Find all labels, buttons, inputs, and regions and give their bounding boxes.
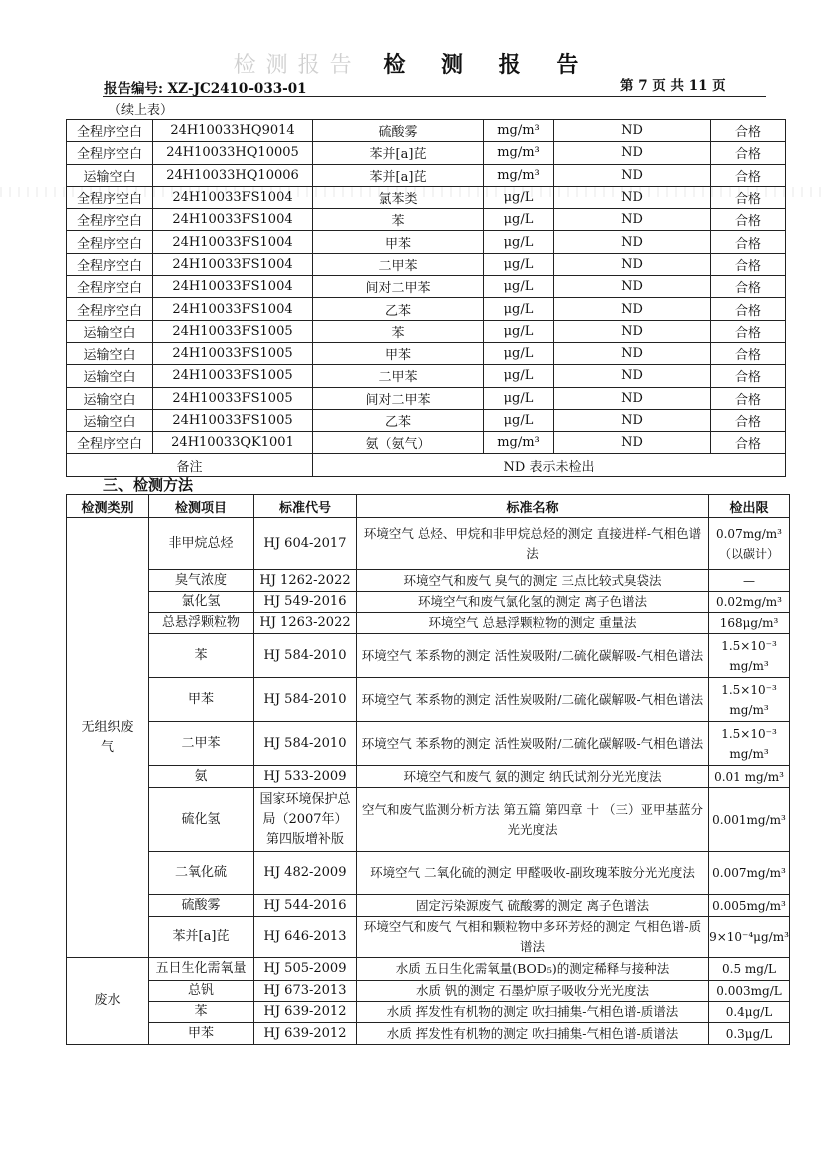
col-header-category: 检测类别 [67, 495, 149, 518]
col-header-item: 检测项目 [149, 495, 254, 518]
name-cell: 环境空气和废气 臭气的测定 三点比较式臭袋法 [357, 570, 709, 592]
analyte-cell: 氯苯类 [313, 186, 484, 208]
analyte-cell: 甲苯 [313, 342, 484, 364]
name-cell: 空气和废气监测分析方法 第五篇 第四章 十 （三）亚甲基蓝分光光度法 [357, 788, 709, 852]
category-air: 无组织废气 [67, 518, 149, 958]
unit-cell: μg/L [484, 253, 554, 275]
limit-cell: — [709, 570, 790, 592]
unit-cell: mg/m³ [484, 432, 554, 454]
header-rule [103, 96, 766, 97]
code-cell: HJ 584-2010 [254, 634, 357, 678]
name-cell: 环境空气 苯系物的测定 活性炭吸附/二硫化碳解吸-气相色谱法 [357, 722, 709, 766]
sample-id-cell: 24H10033FS1004 [153, 209, 313, 231]
analyte-cell: 苯 [313, 209, 484, 231]
limit-cell: 0.007mg/m³ [709, 852, 790, 895]
table-row [67, 895, 790, 917]
item-cell: 总悬浮颗粒物 [149, 613, 254, 634]
table-row [67, 613, 790, 634]
sample-id-cell: 24H10033HQ10006 [153, 164, 313, 186]
analyte-cell: 硫酸雾 [313, 120, 484, 142]
report-title-faint: 检测报告 [233, 53, 362, 78]
table-row [67, 958, 790, 981]
name-cell: 固定污染源废气 硫酸雾的测定 离子色谱法 [357, 895, 709, 917]
result-cell: ND [554, 186, 711, 208]
name-cell: 环境空气 总悬浮颗粒物的测定 重量法 [357, 613, 709, 634]
evaluation-cell: 合格 [711, 120, 786, 142]
limit-cell: 9×10⁻⁴μg/m³ [709, 917, 790, 958]
sample-id-cell: 24H10033FS1004 [153, 276, 313, 298]
name-cell: 水质 钒的测定 石墨炉原子吸收分光光度法 [357, 981, 709, 1002]
category-water: 废水 [67, 958, 149, 1045]
evaluation-cell: 合格 [711, 298, 786, 320]
code-cell: 国家环境保护总局（2007年）第四版增补版 [254, 788, 357, 852]
code-cell: HJ 646-2013 [254, 917, 357, 958]
sample-id-cell: 24H10033FS1004 [153, 186, 313, 208]
result-cell: ND [554, 387, 711, 409]
sample-type-cell: 全程序空白 [67, 142, 153, 164]
name-cell: 水质 五日生化需氧量(BOD₅)的测定稀释与接种法 [357, 958, 709, 981]
unit-cell: μg/L [484, 298, 554, 320]
code-cell: HJ 639-2012 [254, 1023, 357, 1045]
evaluation-cell: 合格 [711, 365, 786, 387]
result-cell: ND [554, 209, 711, 231]
name-cell: 环境空气 二氧化硫的测定 甲醛吸收-副玫瑰苯胺分光光度法 [357, 852, 709, 895]
unit-cell: μg/L [484, 231, 554, 253]
table-row [67, 209, 786, 231]
item-cell: 二氧化硫 [149, 852, 254, 895]
sample-id-cell: 24H10033HQ9014 [153, 120, 313, 142]
table-row [67, 766, 790, 788]
analyte-cell: 甲苯 [313, 231, 484, 253]
table-row [67, 570, 790, 592]
table-row [67, 409, 786, 431]
sample-id-cell: 24H10033FS1004 [153, 298, 313, 320]
sample-type-cell: 全程序空白 [67, 276, 153, 298]
name-cell: 环境空气 苯系物的测定 活性炭吸附/二硫化碳解吸-气相色谱法 [357, 678, 709, 722]
result-cell: ND [554, 432, 711, 454]
section-title: 三、检测方法 [103, 476, 194, 494]
table-row [67, 253, 786, 275]
analyte-cell: 间对二甲苯 [313, 387, 484, 409]
sample-type-cell: 全程序空白 [67, 298, 153, 320]
table-row [67, 788, 790, 852]
item-cell: 硫化氢 [149, 788, 254, 852]
item-cell: 氨 [149, 766, 254, 788]
table-row [67, 186, 786, 208]
item-cell: 苯 [149, 1002, 254, 1023]
item-cell: 甲苯 [149, 678, 254, 722]
methods-table [66, 494, 790, 1045]
evaluation-cell: 合格 [711, 276, 786, 298]
limit-cell: 1.5×10⁻³ mg/m³ [709, 722, 790, 766]
unit-cell: μg/L [484, 209, 554, 231]
code-cell: HJ 544-2016 [254, 895, 357, 917]
name-cell: 水质 挥发性有机物的测定 吹扫捕集-气相色谱-质谱法 [357, 1002, 709, 1023]
table-row [67, 678, 790, 722]
table-row [67, 320, 786, 342]
unit-cell: μg/L [484, 387, 554, 409]
unit-cell: μg/L [484, 342, 554, 364]
evaluation-cell: 合格 [711, 253, 786, 275]
sample-type-cell: 运输空白 [67, 164, 153, 186]
result-cell: ND [554, 276, 711, 298]
limit-cell: 0.001mg/m³ [709, 788, 790, 852]
code-cell: HJ 639-2012 [254, 1002, 357, 1023]
sample-type-cell: 全程序空白 [67, 253, 153, 275]
table-row [67, 634, 790, 678]
sample-id-cell: 24H10033QK1001 [153, 432, 313, 454]
remark-label: 备注 [67, 454, 313, 476]
code-cell: HJ 1262-2022 [254, 570, 357, 592]
limit-cell: 0.003mg/L [709, 981, 790, 1002]
limit-cell: 0.4μg/L [709, 1002, 790, 1023]
code-cell: HJ 604-2017 [254, 518, 357, 570]
evaluation-cell: 合格 [711, 432, 786, 454]
continued-label: （续上表） [108, 103, 174, 118]
table-row [67, 518, 790, 570]
analyte-cell: 二甲苯 [313, 365, 484, 387]
table-row [67, 1023, 790, 1045]
evaluation-cell: 合格 [711, 342, 786, 364]
limit-cell: 1.5×10⁻³ mg/m³ [709, 678, 790, 722]
code-cell: HJ 1263-2022 [254, 613, 357, 634]
analyte-cell: 苯 [313, 320, 484, 342]
name-cell: 环境空气 总烃、甲烷和非甲烷总烃的测定 直接进样-气相色谱法 [357, 518, 709, 570]
unit-cell: μg/L [484, 365, 554, 387]
sample-id-cell: 24H10033HQ10005 [153, 142, 313, 164]
report-number: 报告编号: XZ-JC2410-033-01 [104, 81, 307, 97]
table-row [67, 917, 790, 958]
col-header-code: 标准代号 [254, 495, 357, 518]
item-cell: 五日生化需氧量 [149, 958, 254, 981]
table-row [67, 1002, 790, 1023]
result-cell: ND [554, 253, 711, 275]
item-cell: 臭气浓度 [149, 570, 254, 592]
code-cell: HJ 549-2016 [254, 592, 357, 613]
result-cell: ND [554, 409, 711, 431]
name-cell: 环境空气和废气 气相和颗粒物中多环芳烃的测定 气相色谱-质谱法 [357, 917, 709, 958]
sample-type-cell: 运输空白 [67, 409, 153, 431]
result-cell: ND [554, 365, 711, 387]
analyte-cell: 氨（氨气） [313, 432, 484, 454]
limit-cell: 0.02mg/m³ [709, 592, 790, 613]
evaluation-cell: 合格 [711, 209, 786, 231]
table-row [67, 387, 786, 409]
unit-cell: μg/L [484, 409, 554, 431]
table-row [67, 852, 790, 895]
result-cell: ND [554, 231, 711, 253]
evaluation-cell: 合格 [711, 409, 786, 431]
sample-type-cell: 全程序空白 [67, 432, 153, 454]
evaluation-cell: 合格 [711, 186, 786, 208]
table-row [67, 276, 786, 298]
unit-cell: mg/m³ [484, 120, 554, 142]
report-title-text: 检 测 报 告 [383, 52, 593, 78]
result-cell: ND [554, 320, 711, 342]
col-header-limit: 检出限 [709, 495, 790, 518]
remark-text: ND 表示未检出 [313, 454, 786, 476]
table-row [67, 981, 790, 1002]
unit-cell: μg/L [484, 320, 554, 342]
item-cell: 非甲烷总烃 [149, 518, 254, 570]
analyte-cell: 二甲苯 [313, 253, 484, 275]
table-row [67, 298, 786, 320]
limit-cell: 0.3μg/L [709, 1023, 790, 1045]
unit-cell: mg/m³ [484, 164, 554, 186]
table-row [67, 342, 786, 364]
code-cell: HJ 584-2010 [254, 678, 357, 722]
result-cell: ND [554, 164, 711, 186]
unit-cell: μg/L [484, 276, 554, 298]
limit-cell: 0.01 mg/m³ [709, 766, 790, 788]
code-cell: HJ 584-2010 [254, 722, 357, 766]
evaluation-cell: 合格 [711, 142, 786, 164]
name-cell: 水质 挥发性有机物的测定 吹扫捕集-气相色谱-质谱法 [357, 1023, 709, 1045]
item-cell: 硫酸雾 [149, 895, 254, 917]
sample-type-cell: 全程序空白 [67, 231, 153, 253]
evaluation-cell: 合格 [711, 387, 786, 409]
analyte-cell: 苯并[a]芘 [313, 142, 484, 164]
page-number: 第 7 页 共 11 页 [620, 78, 726, 94]
limit-cell: 0.5 mg/L [709, 958, 790, 981]
limit-cell: 1.5×10⁻³ mg/m³ [709, 634, 790, 678]
analyte-cell: 乙苯 [313, 409, 484, 431]
evaluation-cell: 合格 [711, 320, 786, 342]
name-cell: 环境空气 苯系物的测定 活性炭吸附/二硫化碳解吸-气相色谱法 [357, 634, 709, 678]
sample-type-cell: 运输空白 [67, 387, 153, 409]
item-cell: 氯化氢 [149, 592, 254, 613]
sample-id-cell: 24H10033FS1005 [153, 365, 313, 387]
evaluation-cell: 合格 [711, 231, 786, 253]
analyte-cell: 乙苯 [313, 298, 484, 320]
sample-type-cell: 全程序空白 [67, 120, 153, 142]
code-cell: HJ 505-2009 [254, 958, 357, 981]
table-row [67, 231, 786, 253]
unit-cell: mg/m³ [484, 142, 554, 164]
item-cell: 苯 [149, 634, 254, 678]
limit-cell: 0.07mg/m³ （以碳计） [709, 518, 790, 570]
table-row [67, 164, 786, 186]
sample-type-cell: 运输空白 [67, 320, 153, 342]
result-cell: ND [554, 298, 711, 320]
sample-type-cell: 全程序空白 [67, 186, 153, 208]
limit-cell: 168μg/m³ [709, 613, 790, 634]
result-cell: ND [554, 342, 711, 364]
item-cell: 甲苯 [149, 1023, 254, 1045]
name-cell: 环境空气和废气氯化氢的测定 离子色谱法 [357, 592, 709, 613]
sample-id-cell: 24H10033FS1004 [153, 253, 313, 275]
result-cell: ND [554, 142, 711, 164]
sample-id-cell: 24H10033FS1005 [153, 409, 313, 431]
table-row [67, 432, 786, 454]
result-cell: ND [554, 120, 711, 142]
table-row [67, 365, 786, 387]
code-cell: HJ 533-2009 [254, 766, 357, 788]
limit-cell: 0.005mg/m³ [709, 895, 790, 917]
sample-id-cell: 24H10033FS1005 [153, 342, 313, 364]
analyte-cell: 苯并[a]芘 [313, 164, 484, 186]
sample-id-cell: 24H10033FS1005 [153, 387, 313, 409]
item-cell: 总钒 [149, 981, 254, 1002]
sample-type-cell: 运输空白 [67, 365, 153, 387]
evaluation-cell: 合格 [711, 164, 786, 186]
blank-sample-table [66, 119, 786, 477]
sample-id-cell: 24H10033FS1005 [153, 320, 313, 342]
code-cell: HJ 673-2013 [254, 981, 357, 1002]
table-row [67, 722, 790, 766]
analyte-cell: 间对二甲苯 [313, 276, 484, 298]
item-cell: 苯并[a]芘 [149, 917, 254, 958]
table-row [67, 120, 786, 142]
item-cell: 二甲苯 [149, 722, 254, 766]
sample-type-cell: 运输空白 [67, 342, 153, 364]
code-cell: HJ 482-2009 [254, 852, 357, 895]
name-cell: 环境空气和废气 氨的测定 纳氏试剂分光光度法 [357, 766, 709, 788]
col-header-name: 标准名称 [357, 495, 709, 518]
sample-type-cell: 全程序空白 [67, 209, 153, 231]
sample-id-cell: 24H10033FS1004 [153, 231, 313, 253]
table-row [67, 592, 790, 613]
table-row [67, 142, 786, 164]
unit-cell: μg/L [484, 186, 554, 208]
